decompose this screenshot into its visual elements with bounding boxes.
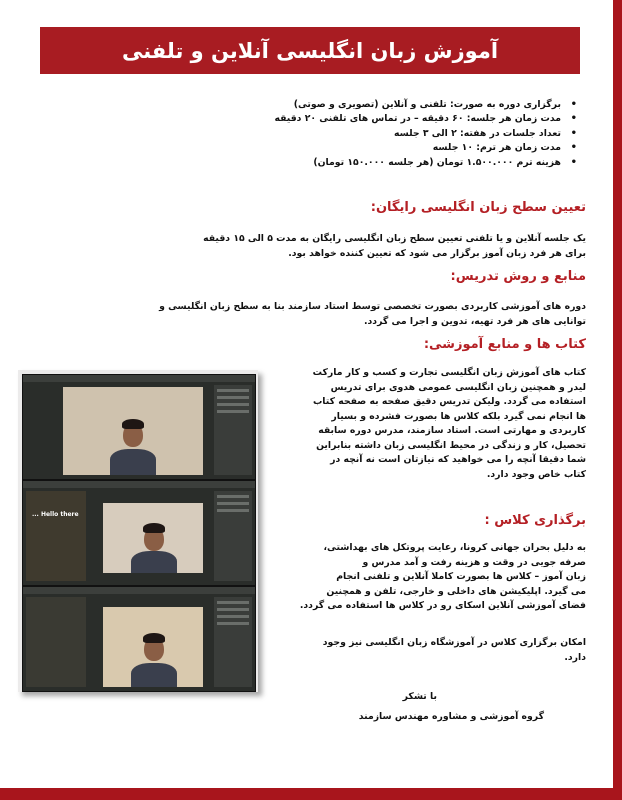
course-info-item: • برگزاری دوره به صورت: تلفنی و آنلاین (تصویری و صوتی) bbox=[147, 98, 577, 112]
course-info-item: • مدت زمان هر ترم: ۱۰ جلسه bbox=[147, 141, 577, 155]
level-test-heading: تعیین سطح زبان انگلیسی رایگان: bbox=[370, 200, 586, 215]
right-border bbox=[613, 0, 622, 800]
paragraph-line: می گیرد. اپلیکیشن های داخلی و خارجی، تلفن و همچنین bbox=[326, 585, 586, 597]
books-paragraph bbox=[274, 366, 586, 482]
paragraph-line: فضای آموزشی آنلاین اسکای رو در کلاس ها استفاده می گردد. bbox=[299, 600, 586, 611]
method-paragraph bbox=[36, 300, 586, 329]
bottom-border bbox=[0, 788, 622, 800]
course-info-item: • تعداد جلسات در هفته: ۲ الی ۳ جلسه bbox=[147, 127, 577, 141]
video-call-screenshot bbox=[22, 586, 256, 692]
class-screenshots-image bbox=[18, 370, 258, 692]
paragraph-line: صرفه جویی در وقت و هزینه رفت و آمد مدرس و bbox=[362, 556, 586, 568]
course-info-item: • مدت زمان هر جلسه: ۶۰ دقیقه – در تماس های تلفنی ۲۰ دقیقه bbox=[147, 112, 577, 126]
paragraph-line: برای هر فرد زبان آموز برگزار می شود که تعیین کننده خواهد بود. bbox=[288, 247, 586, 259]
paragraph-line: دارد. bbox=[564, 651, 586, 663]
paragraph-line: کتاب های آموزش زبان انگلیسی تجارت و کسب و کار مارکت bbox=[312, 367, 586, 378]
level-test-paragraph bbox=[36, 232, 586, 261]
class-extra-paragraph bbox=[274, 636, 586, 665]
paragraph-line: کتاب خاص وجود دارد. bbox=[486, 468, 586, 480]
course-info-item: • هزینه ترم ۱.۵۰۰.۰۰۰ تومان (هر جلسه ۱۵۰.۰۰۰ تومان) bbox=[147, 156, 577, 170]
paragraph-line: لیدر و همچنین زبان انگلیسی عمومی هدوی برای تدریس bbox=[330, 381, 586, 393]
paragraph-line: تحصیل، کار و زندگی در محیط انگلیسی زبان داشته بنابراین bbox=[316, 439, 586, 451]
class-paragraph bbox=[274, 541, 586, 614]
title-banner bbox=[40, 27, 580, 74]
page-title: آموزش زبان انگلیسی آنلاین و تلفنی bbox=[121, 38, 499, 63]
signature-text: گروه آموزشی و مشاوره مهندس سازمند bbox=[358, 711, 544, 722]
paragraph-line: شما دقیقا آنچه را می خواهید که نیازتان است نه آنچه در bbox=[330, 454, 586, 465]
course-info-list bbox=[147, 98, 577, 170]
paragraph-line: ها انجام نمی گیرد بلکه کلاس ها بصورت فشرده و بسیار bbox=[331, 410, 586, 422]
method-heading: منابع و روش تدریس: bbox=[450, 269, 586, 284]
video-call-screenshot bbox=[22, 480, 256, 586]
paragraph-line: امکان برگزاری کلاس در آموزشگاه زبان انگلیسی نیز وجود bbox=[322, 637, 586, 648]
paragraph-line: یک جلسه آنلاین و یا تلفنی تعیین سطح زبان انگلیسی رایگان به مدت ۵ الی ۱۵ دقیقه bbox=[203, 233, 586, 244]
paragraph-line: استفاده می گردد. ولیکن تدریس دقیق صفحه به صفحه کتاب bbox=[312, 396, 586, 407]
paragraph-line: دوره های آموزشی کاربردی بصورت تخصصی توسط استاد سازمند بنا به سطح زبان انگلیسی و bbox=[159, 301, 586, 312]
video-call-screenshot bbox=[22, 374, 256, 480]
chat-message: Hello there ... bbox=[32, 511, 79, 518]
paragraph-line: زبان آموز – کلاس ها بصورت کاملا آنلاین و تلفنی انجام bbox=[336, 571, 586, 582]
paragraph-line: کاربردی و مهارتی است. استاد سازمند، مدرس دوره سابقه bbox=[318, 425, 586, 436]
thanks-text: با تشکر bbox=[402, 691, 437, 702]
books-heading: کتاب ها و منابع آموزشی: bbox=[423, 337, 586, 352]
class-heading: برگذاری کلاس : bbox=[484, 513, 586, 528]
paragraph-line: توانایی های هر فرد تهیه، تدوین و اجرا می گردد. bbox=[364, 315, 586, 327]
paragraph-line: به دلیل بحران جهانی کرونا، رعایت پروتکل های بهداشتی، bbox=[323, 542, 586, 553]
